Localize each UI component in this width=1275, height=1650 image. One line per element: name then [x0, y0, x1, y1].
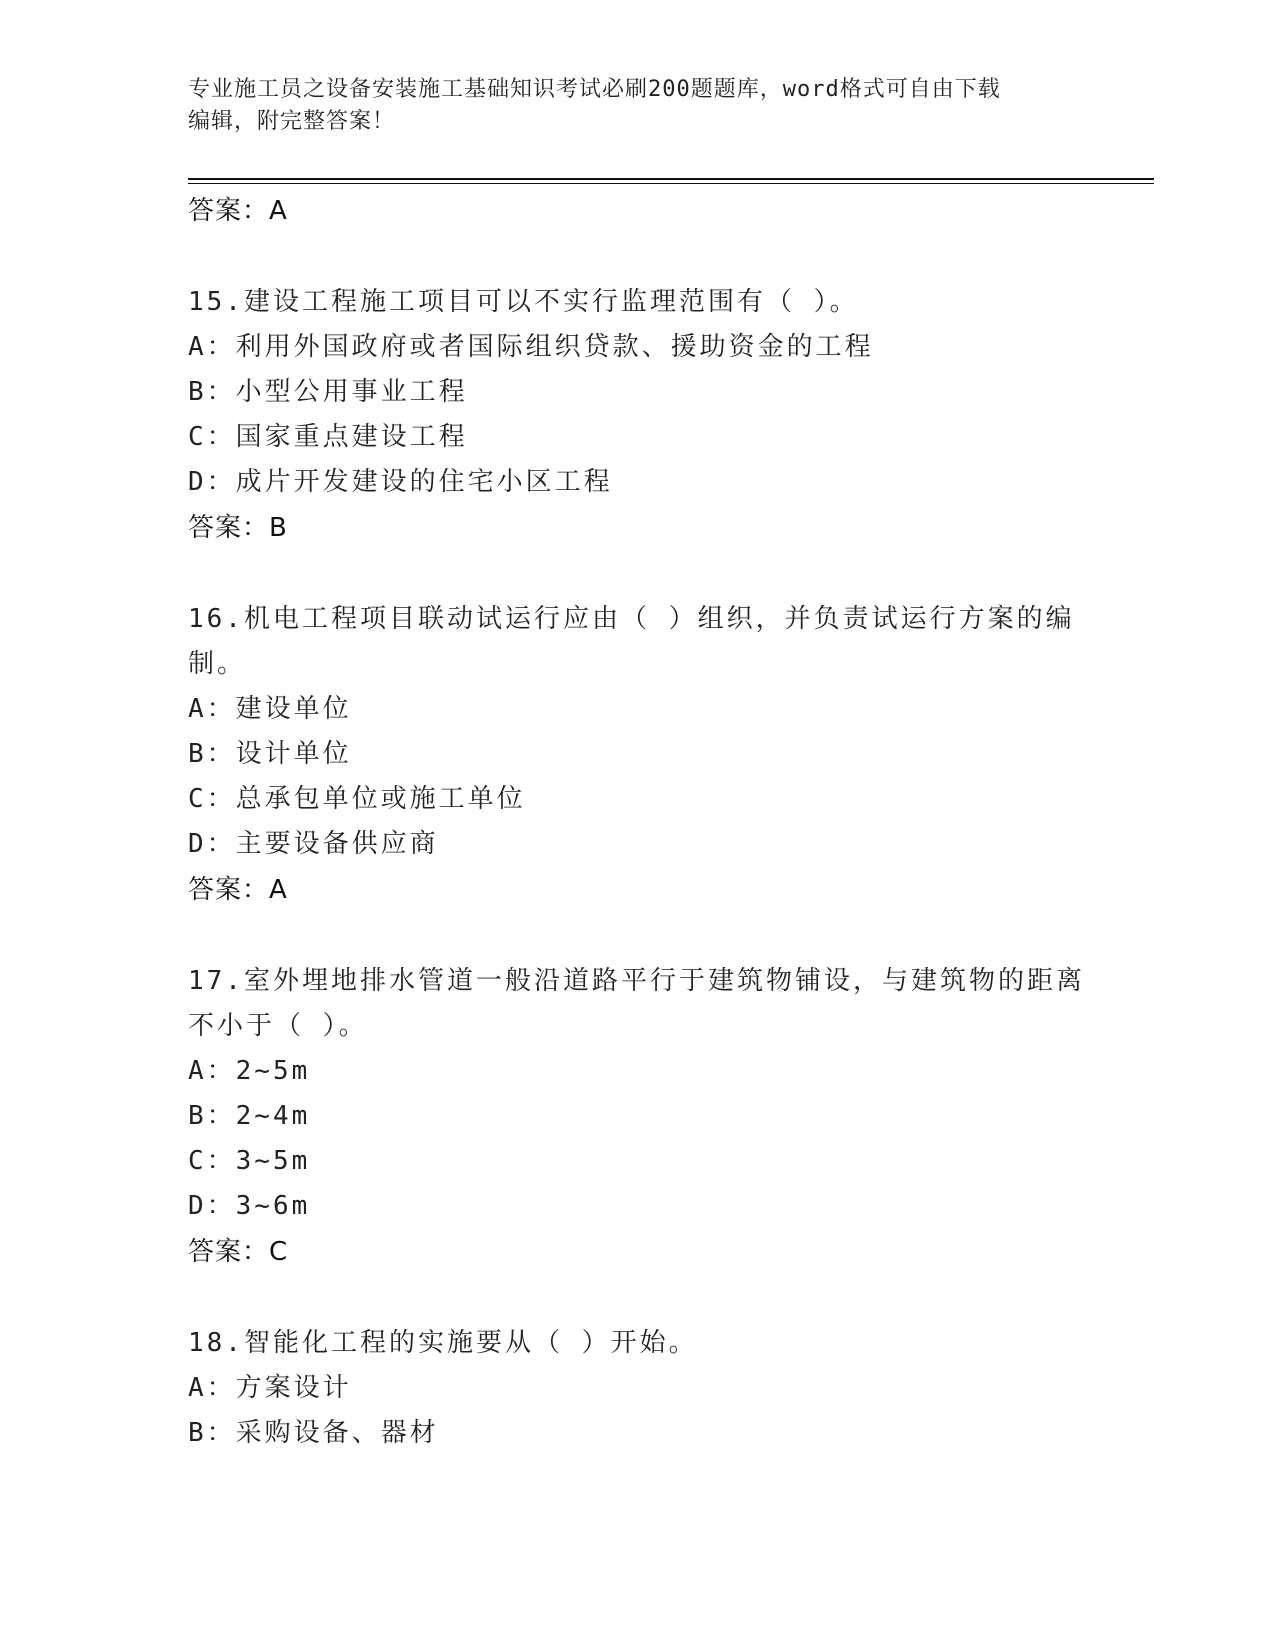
document-header: [188, 74, 1088, 138]
header-divider-thin: [188, 183, 1154, 184]
question-18: [188, 1321, 1088, 1456]
question-17: [188, 959, 1088, 1275]
option-d: D：3~6m: [188, 1191, 311, 1221]
option-b: B：2~4m: [188, 1101, 311, 1131]
option-a: A：方案设计: [188, 1373, 352, 1403]
header-line-2: 编辑，附完整答案！: [188, 109, 396, 134]
option-a: A：2~5m: [188, 1056, 311, 1086]
option-c: C：3~5m: [188, 1146, 311, 1176]
option-b: B：小型公用事业工程: [188, 377, 468, 407]
question-stem-line-1: 16.机电工程项目联动试运行应由（ ）组织，并负责试运行方案的编: [188, 604, 1075, 634]
question-stem-line-2: 制。: [188, 649, 247, 679]
question-stem: 18.智能化工程的实施要从（ ）开始。: [188, 1328, 698, 1358]
question-stem-line-2: 不小于（ ）。: [188, 1011, 368, 1041]
question-16: [188, 597, 1088, 913]
option-b: B：设计单位: [188, 739, 352, 769]
option-b: B：采购设备、器材: [188, 1418, 439, 1448]
option-d: D：主要设备供应商: [188, 829, 439, 859]
question-stem: 15.建设工程施工项目可以不实行监理范围有（ ）。: [188, 287, 859, 317]
option-a: A：利用外国政府或者国际组织贷款、援助资金的工程: [188, 332, 874, 362]
question-answer: 答案：B: [188, 513, 288, 543]
question-list: [188, 188, 1088, 1456]
option-c: C：总承包单位或施工单位: [188, 784, 526, 814]
question-answer: 答案：A: [188, 875, 288, 905]
header-line-1: 专业施工员之设备安装施工基础知识考试必刷200题题库，word格式可自由下载: [188, 77, 1001, 102]
previous-answer: 答案：A: [188, 196, 288, 226]
option-a: A：建设单位: [188, 694, 352, 724]
option-d: D：成片开发建设的住宅小区工程: [188, 467, 613, 497]
question-answer: 答案：C: [188, 1237, 289, 1267]
option-c: C：国家重点建设工程: [188, 422, 468, 452]
question-15: [188, 280, 1088, 551]
header-divider-thick: [188, 178, 1154, 180]
question-stem-line-1: 17.室外埋地排水管道一般沿道路平行于建筑物铺设，与建筑物的距离: [188, 966, 1085, 996]
